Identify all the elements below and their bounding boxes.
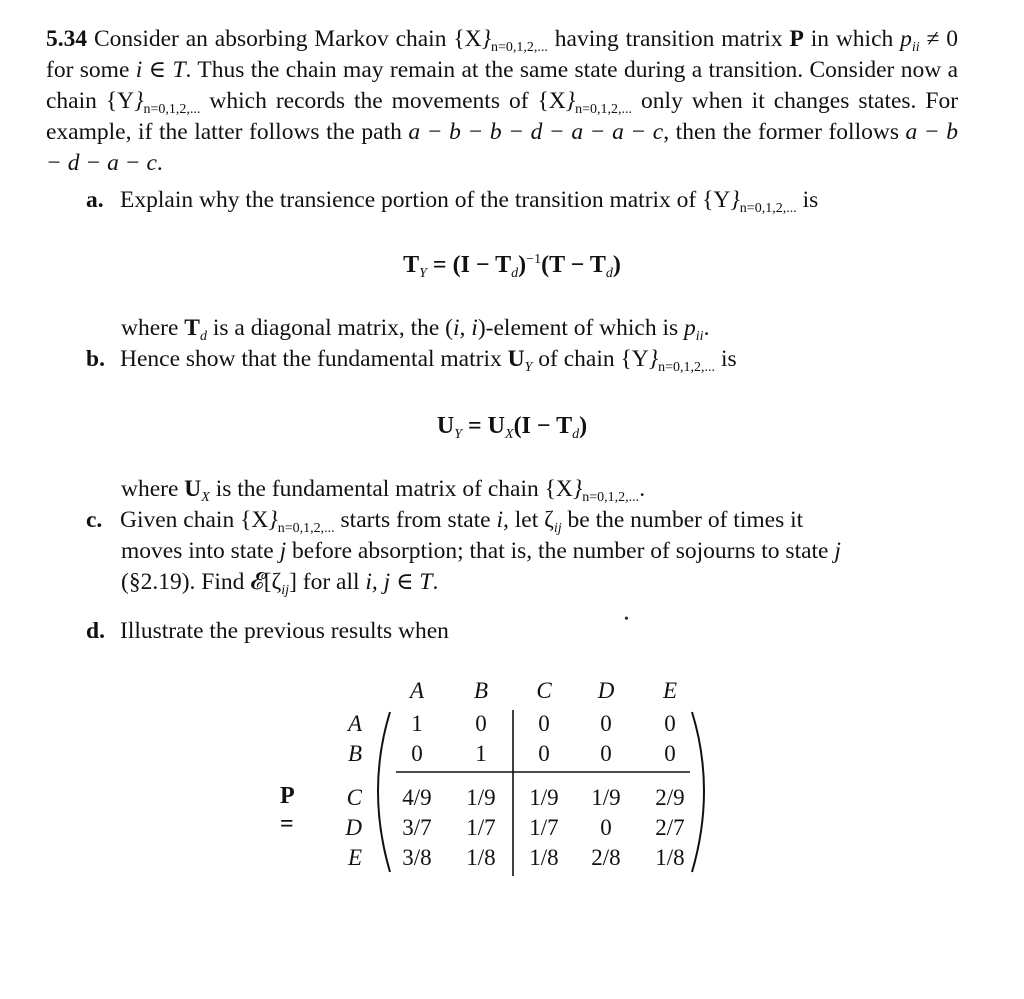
problem-number: 5.34 [46, 26, 88, 52]
matrix-cell-a-c: 0 [538, 711, 550, 736]
ink-speck: • [624, 612, 629, 627]
matrix-cell-b-e: 0 [664, 741, 676, 766]
matrix-cell-b-a: 0 [411, 741, 423, 766]
part-a-where: where $T_d$ is a diagonal matrix, the (i, i)-element of which is $p_{ii}$. [121, 315, 710, 344]
col-label-d: D [597, 678, 615, 703]
matrix-cell-e-d: 2/8 [591, 845, 621, 870]
matrix-cell-c-c: 1/9 [529, 785, 559, 810]
matrix-cell-e-c: 1/8 [529, 845, 559, 870]
part-b-where: where $U_X$ is the fundamental matrix of chain $\{X\}_{n=0,1,2,...}$. [121, 476, 646, 505]
matrix-cell-d-a: 3/7 [402, 815, 432, 840]
matrix-cell-a-a: 1 [411, 711, 423, 736]
col-label-b: B [473, 678, 489, 703]
matrix-cell-d-b: 1/7 [466, 815, 496, 840]
matrix-cell-c-b: 1/9 [466, 785, 496, 810]
row-label-d: D [345, 815, 362, 840]
part-b-label: b. [86, 346, 105, 372]
matrix-cell-e-a: 3/8 [402, 845, 432, 870]
matrix-cell-e-e: 1/8 [655, 845, 685, 870]
equation-ty: $T_Y = (I - T_d)^{-1}(T - T_d)$ [403, 252, 621, 281]
part-c: c. Given chain $\{X\}_{n=0,1,2,...}$ starts from state i, let $\zeta_{ij}$ be the number of times it [86, 507, 804, 536]
col-label-e: E [662, 678, 678, 703]
matrix-cell-c-e: 2/9 [655, 785, 685, 810]
part-a-label: a. [86, 187, 104, 213]
matrix-cell-b-c: 0 [538, 741, 550, 766]
matrix-cell-a-b: 0 [475, 711, 487, 736]
problem-statement: 5.34 Consider an absorbing Markov chain $\{X\}_{n=0,1,2,...}$ having transition matrix P in which $p_{ii} \ne 0$ for some i ∈ T. Thus the chain may remain at the same state during a transition. Consider now a chain $\{Y\}_{n=0,1,2,...}$ which records the movements of $\{X\}_{n=0,1,2,...}$ only when it changes states. For example, if the latter follows the path a − b − b − d − a − a − c, then the former follows a − b − d − a − c. [46, 26, 959, 176]
row-label-e: E [347, 845, 362, 870]
col-label-c: C [536, 678, 552, 703]
row-label-a: A [347, 711, 362, 736]
row-label-c: C [346, 785, 362, 810]
matrix-cell-d-d: 0 [600, 815, 612, 840]
matrix-cell-c-d: 1/9 [591, 785, 621, 810]
matrix-cell-b-b: 1 [475, 741, 487, 766]
matrix-cell-a-d: 0 [600, 711, 612, 736]
matrix-cell-b-d: 0 [600, 741, 612, 766]
matrix-equals-label: P = [280, 783, 294, 837]
matrix-cell-d-e: 2/7 [655, 815, 685, 840]
matrix-cell-c-a: 4/9 [402, 785, 432, 810]
matrix-cell-a-e: 0 [664, 711, 676, 736]
matrix-cell-d-c: 1/7 [529, 815, 559, 840]
part-d: d. Illustrate the previous results when [86, 616, 958, 647]
equation-uy: $U_Y = U_X(I - T_d)$ [436, 413, 588, 442]
part-c-label: c. [86, 507, 103, 533]
part-a: a. Explain why the transience portion of the transition matrix of $\{Y\}_{n=0,1,2,...}$ is [86, 187, 819, 216]
part-b: b. Hence show that the fundamental matrix $U_Y$ of chain $\{Y\}_{n=0,1,2,...}$ is [86, 346, 737, 375]
part-d-label: d. [86, 618, 105, 644]
part-c-line2: moves into state j before absorption; that is, the number of sojourns to state j [121, 538, 841, 564]
col-label-a: A [409, 678, 425, 703]
matrix-cell-e-b: 1/8 [466, 845, 496, 870]
row-label-b: B [347, 741, 362, 766]
part-c-line3: (§2.19). Find $𝓔[\zeta_{ij}]$ for all i, j ∈ T. [121, 569, 439, 598]
